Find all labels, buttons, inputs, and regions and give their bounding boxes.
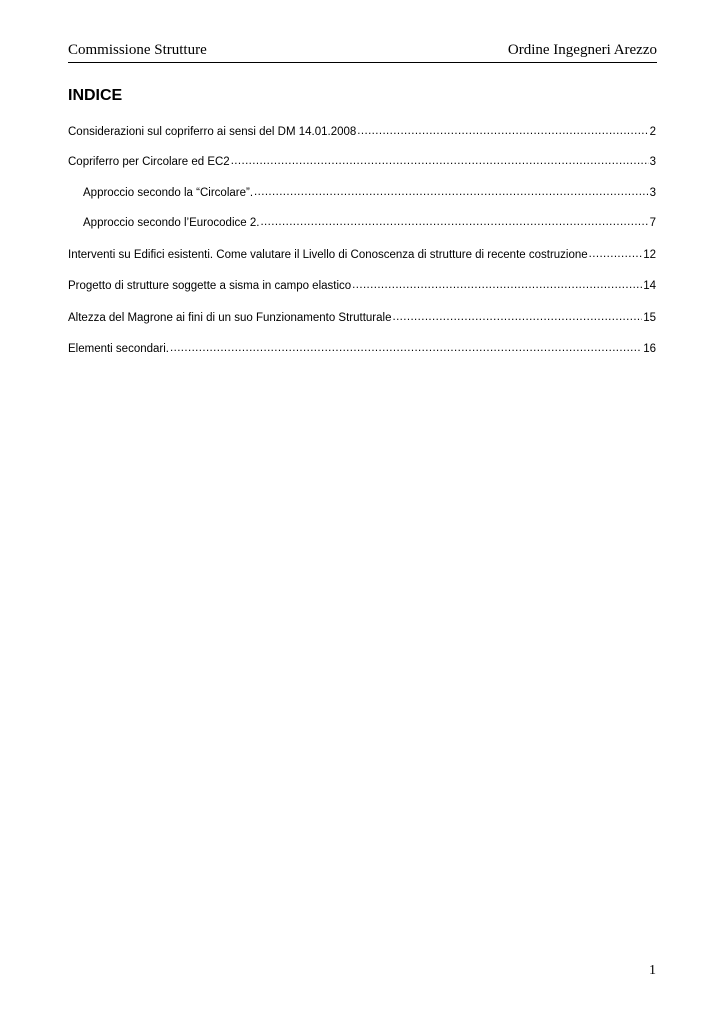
- toc-dot-leader: [357, 123, 648, 135]
- toc-entry-page: 7: [649, 217, 656, 229]
- header-order: Ordine Ingegneri Arezzo: [507, 42, 657, 58]
- toc-title: INDICE: [68, 87, 123, 104]
- toc-entry-page: 15: [643, 312, 656, 324]
- toc-entry[interactable]: [68, 277, 656, 295]
- toc-dot-leader: [260, 214, 648, 226]
- page-number: 1: [649, 963, 656, 978]
- header-commission: Commissione Strutture: [68, 42, 207, 58]
- toc-entry[interactable]: [68, 123, 656, 141]
- toc-entry-text: Interventi su Edifici esistenti. Come valutare il Livello di Conoscenza di strutture di recente costruzione: [68, 249, 588, 261]
- toc-entry-text: Altezza del Magrone ai fini di un suo Funzionamento Strutturale: [68, 312, 392, 324]
- toc-entry-text: Copriferro per Circolare ed EC2: [68, 156, 230, 168]
- toc-dot-leader: [352, 277, 642, 289]
- toc-dot-leader: [231, 153, 649, 165]
- toc-entry[interactable]: [68, 246, 656, 264]
- toc-entry-page: 2: [649, 126, 656, 138]
- toc-entry-page: 14: [643, 280, 656, 292]
- toc-entry-page: 16: [643, 343, 656, 355]
- toc-entry[interactable]: [83, 184, 656, 202]
- toc-entry-text: Considerazioni sul copriferro ai sensi del DM 14.01.2008: [68, 126, 357, 138]
- toc-entry-page: 3: [649, 156, 656, 168]
- toc-entry[interactable]: [68, 153, 656, 171]
- toc-entry[interactable]: [83, 214, 656, 232]
- toc-dot-leader: [589, 246, 643, 258]
- toc-entry-text: Elementi secondari.: [68, 343, 169, 355]
- toc-entry-text: Approccio secondo l’Eurocodice 2.: [83, 217, 260, 229]
- toc-entry-text: Progetto di strutture soggette a sisma in campo elastico: [68, 280, 352, 292]
- toc-dot-leader: [392, 309, 642, 321]
- toc-entry[interactable]: [68, 309, 656, 327]
- toc-entry-page: 3: [649, 187, 656, 199]
- toc-dot-leader: [254, 184, 649, 196]
- toc-entry-page: 12: [643, 249, 656, 261]
- toc-entry-text: Approccio secondo la “Circolare”.: [83, 187, 254, 199]
- toc-dot-leader: [170, 340, 642, 352]
- toc-entry[interactable]: [68, 340, 656, 358]
- page-header: [68, 40, 657, 63]
